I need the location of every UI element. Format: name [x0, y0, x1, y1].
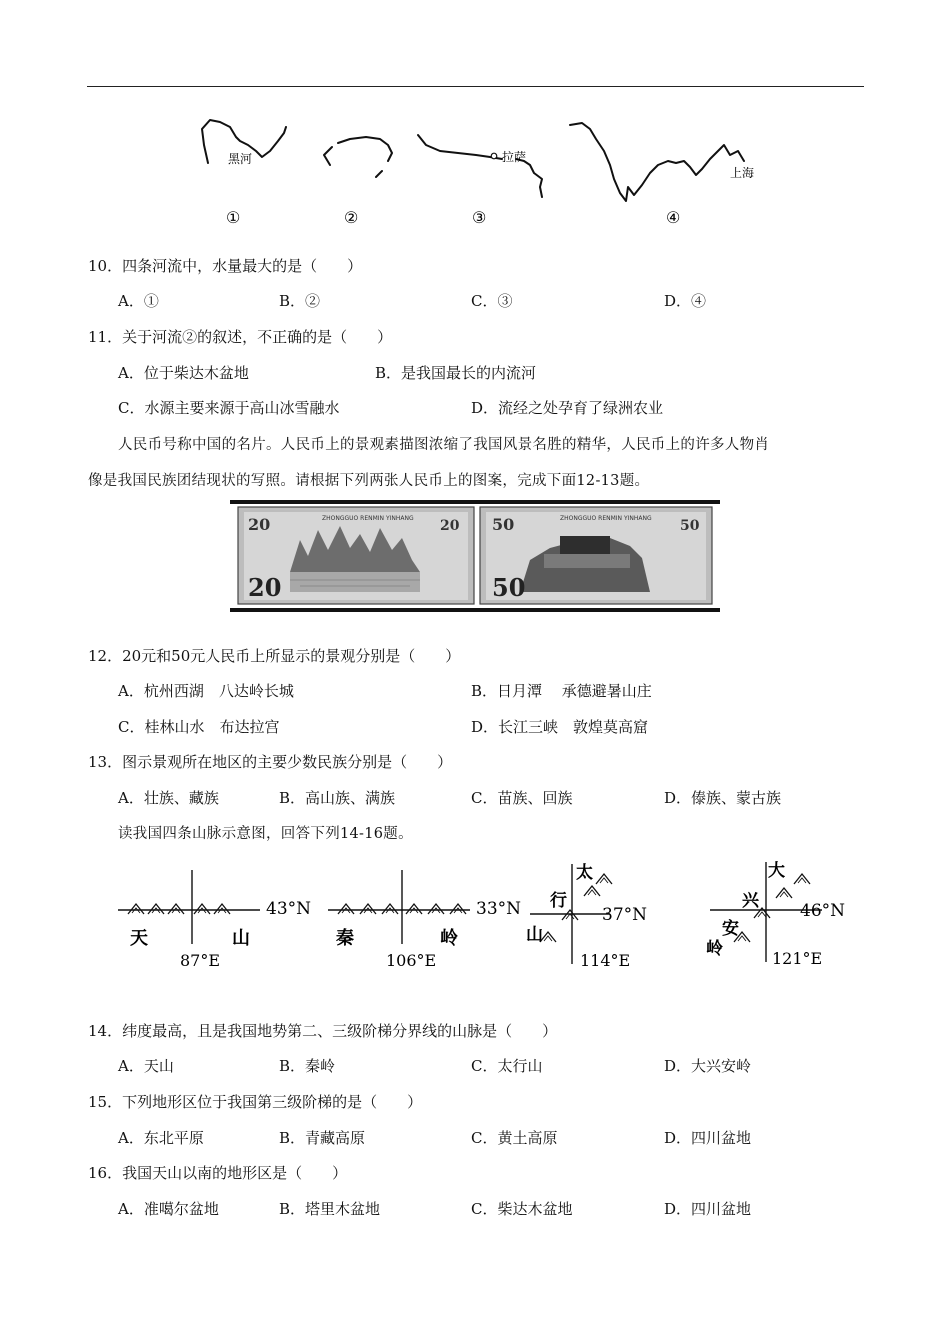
q10-option-c: C．③ — [471, 292, 513, 310]
river-number-3: ③ — [472, 208, 487, 227]
dxal-lat: 46°N — [800, 901, 846, 921]
q13-option-b: B．高山族、满族 — [279, 789, 396, 807]
q15-option-b: B．青藏高原 — [279, 1129, 366, 1147]
note-20-denom-side: 20 — [440, 518, 460, 534]
qinling-char-2: 岭 — [440, 928, 458, 949]
q11-option-a: A．位于柴达木盆地 — [118, 364, 249, 382]
q12-option-d: D．长江三峡 敦煌莫高窟 — [471, 718, 649, 736]
q10-option-b: B．② — [279, 292, 321, 310]
q15-option-d: D．四川盆地 — [664, 1129, 752, 1147]
passage-line-2: 像是我国民族团结现状的写照。请根据下列两张人民币上的图案，完成下面12-13题。 — [88, 473, 650, 489]
q12-stem: 12．20元和50元人民币上所显示的景观分别是（ ） — [88, 647, 461, 665]
taihang-lat: 37°N — [602, 905, 648, 925]
qinling-lat: 33°N — [476, 899, 522, 919]
q16-option-b: B．塔里木盆地 — [279, 1200, 381, 1218]
q16-option-c: C．柴达木盆地 — [471, 1200, 573, 1218]
taihang-char-1: 太 — [576, 863, 593, 883]
label-heihe: 黑河 — [228, 152, 253, 166]
note-50-denom-side: 50 — [680, 518, 700, 534]
dxal-lon: 121°E — [772, 949, 823, 968]
q14-option-a: A．天山 — [118, 1057, 174, 1075]
qinling-lon: 106°E — [386, 951, 437, 970]
q11-option-b: B．是我国最长的内流河 — [375, 364, 537, 382]
river-2 — [324, 137, 392, 177]
q11-option-d: D．流经之处孕育了绿洲农业 — [471, 399, 664, 417]
dxal-char-2: 兴 — [742, 891, 759, 911]
q16-stem: 16．我国天山以南的地形区是（ ） — [88, 1164, 348, 1182]
q14-option-d: D．大兴安岭 — [664, 1057, 752, 1075]
q15-option-c: C．黄土高原 — [471, 1129, 558, 1147]
q12-option-b: B．日月潭 承德避暑山庄 — [471, 682, 652, 700]
taihang-lon: 114°E — [580, 951, 631, 970]
river-number-4: ④ — [666, 208, 681, 227]
q14-stem: 14．纬度最高，且是我国地势第二、三级阶梯分界线的山脉是（ ） — [88, 1022, 558, 1040]
note-50 — [480, 507, 712, 604]
q13-option-a: A．壮族、藏族 — [118, 789, 219, 807]
note-50-denom-bottom: 50 — [492, 573, 526, 602]
q15-option-a: A．东北平原 — [118, 1129, 204, 1147]
tianshan-diagram — [118, 870, 311, 970]
label-shanghai: 上海 — [730, 166, 755, 180]
taihang-char-3: 山 — [526, 925, 543, 945]
river-number-2: ② — [344, 208, 359, 227]
label-lhasa: 拉萨 — [502, 150, 527, 164]
note-20 — [238, 507, 474, 604]
header-rule — [87, 86, 864, 87]
tianshan-char-1: 天 — [130, 928, 148, 949]
dxal-char-3: 安 — [722, 919, 739, 939]
river-number-1: ① — [226, 208, 241, 227]
note-50-denom-top: 50 — [492, 515, 515, 534]
river-4-changjiang — [570, 123, 744, 201]
mountains-figure — [110, 858, 850, 976]
q14-option-b: B．秦岭 — [279, 1057, 336, 1075]
rivers-figure — [190, 115, 770, 230]
lhasa-dot — [491, 153, 497, 159]
qinling-char-1: 秦 — [336, 928, 354, 949]
banknotes-figure — [230, 500, 720, 614]
note-20-header: ZHONGGUO RENMIN YINHANG — [322, 515, 414, 522]
note-20-denom-top: 20 — [248, 515, 271, 534]
q12-option-a: A．杭州西湖 八达岭长城 — [118, 682, 294, 700]
dxal-char-1: 大 — [768, 861, 785, 881]
q13-option-d: D．傣族、蒙古族 — [664, 789, 782, 807]
qinling-diagram — [328, 870, 521, 970]
taihang-diagram — [526, 862, 647, 970]
q15-stem: 15．下列地形区位于我国第三级阶梯的是（ ） — [88, 1093, 423, 1111]
note-50-header: ZHONGGUO RENMIN YINHANG — [560, 515, 652, 522]
q10-option-d: D．④ — [664, 292, 707, 310]
river-3-lhasa — [418, 135, 542, 197]
dxal-char-4: 岭 — [706, 939, 723, 959]
q16-option-d: D．四川盆地 — [664, 1200, 752, 1218]
q13-stem: 13．图示景观所在地区的主要少数民族分别是（ ） — [88, 753, 453, 771]
passage-line-1: 人民币号称中国的名片。人民币上的景观素描图浓缩了我国风景名胜的精华，人民币上的许多人物肖 — [118, 437, 770, 453]
taihang-char-2: 行 — [550, 891, 567, 911]
q10-option-a: A．① — [118, 292, 159, 310]
note-20-denom-bottom: 20 — [248, 573, 282, 602]
q14-option-c: C．太行山 — [471, 1057, 543, 1075]
tianshan-lon: 87°E — [180, 951, 221, 970]
daxinganling-diagram — [706, 860, 845, 968]
tianshan-lat: 43°N — [266, 899, 312, 919]
q11-stem: 11．关于河流②的叙述，不正确的是（ ） — [88, 328, 393, 346]
q10-stem: 10．四条河流中，水量最大的是（ ） — [88, 257, 363, 275]
q13-option-c: C．苗族、回族 — [471, 789, 573, 807]
q11-option-c: C．水源主要来源于高山冰雪融水 — [118, 399, 340, 417]
mountains-intro: 读我国四条山脉示意图，回答下列14-16题。 — [118, 826, 413, 842]
q16-option-a: A．准噶尔盆地 — [118, 1200, 219, 1218]
q12-option-c: C．桂林山水 布达拉宫 — [118, 718, 280, 736]
tianshan-char-2: 山 — [232, 928, 250, 949]
